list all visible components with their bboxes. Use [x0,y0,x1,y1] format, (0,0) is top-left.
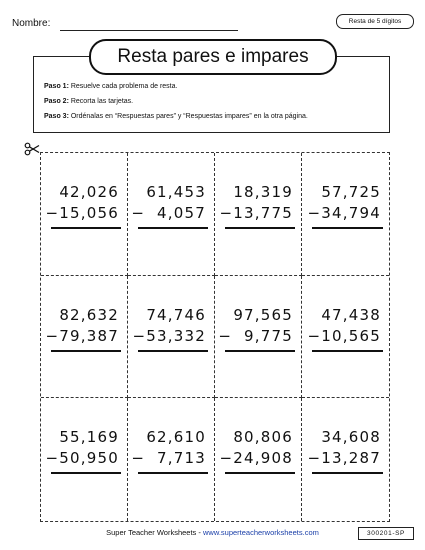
footer-url[interactable]: www.superteacherworksheets.com [202,528,319,537]
name-label: Nombre: [12,18,51,29]
step-1 [44,83,177,90]
subtrahend: −10,565 [307,326,381,345]
step-1-label: Paso 1: [44,83,69,90]
subtrahend: −34,794 [307,204,381,222]
minuend: 80,806 [233,428,293,447]
answer-line [138,350,208,352]
problem-card[interactable] [215,398,302,521]
subtrahend: −24,908 [219,449,293,468]
minuend: 82,632 [59,305,119,324]
answer-line [225,227,295,229]
minuend: 97,565 [233,305,293,324]
problem-grid [40,152,390,522]
problem-card[interactable] [215,153,302,276]
footer-brand: Super Teacher Worksheets - [106,528,203,537]
minuend: 55,169 [59,428,119,447]
problem-card[interactable] [128,153,215,276]
step-3 [44,113,308,120]
subtrahend: − 4,057 [131,204,206,222]
minuend: 18,319 [233,183,293,201]
step-2-label: Paso 2: [44,98,69,105]
problem-card[interactable] [128,276,215,399]
page-title: Resta pares e impares [89,39,337,75]
step-3-label: Paso 3: [44,113,69,120]
answer-line [51,350,121,352]
worksheet-code: 300201-SP [358,527,414,540]
subtrahend: −50,950 [45,449,119,468]
answer-line [51,472,121,474]
minuend: 47,438 [321,305,381,324]
answer-line [225,350,295,352]
subtrahend: −15,056 [45,204,119,222]
problem-card[interactable] [41,398,128,521]
subtrahend: −79,387 [45,326,119,345]
subtrahend: − 9,775 [218,326,293,345]
minuend: 74,746 [146,305,206,324]
step-2-text: Recorta las tarjetas. [68,98,134,105]
problem-card[interactable] [302,153,389,276]
subtrahend: − 7,713 [131,449,206,468]
minuend: 61,453 [146,183,206,201]
problem-card[interactable] [302,398,389,521]
subtrahend: −13,287 [307,449,381,468]
answer-line [51,227,121,229]
problem-card[interactable] [128,398,215,521]
step-2 [44,98,133,105]
problem-card[interactable] [302,276,389,399]
minuend: 42,026 [59,183,119,201]
minuend: 34,608 [321,428,381,447]
minuend: 57,725 [321,183,381,201]
step-3-text: Ordénalas en “Respuestas pares” y “Respuestas impares” en la otra página. [68,113,308,120]
answer-line [138,227,208,229]
scissors-icon [24,142,40,156]
answer-line [312,350,383,352]
subtrahend: −13,775 [219,204,293,222]
name-field[interactable] [60,30,238,31]
answer-line [225,472,295,474]
minuend: 62,610 [146,428,206,447]
problem-card[interactable] [41,153,128,276]
topic-badge: Resta de 5 dígitos [336,14,414,29]
answer-line [138,472,208,474]
problem-card[interactable] [41,276,128,399]
answer-line [312,227,383,229]
step-1-text: Resuelve cada problema de resta. [68,83,178,90]
answer-line [312,472,383,474]
subtrahend: −53,332 [132,326,206,345]
problem-card[interactable] [215,276,302,399]
